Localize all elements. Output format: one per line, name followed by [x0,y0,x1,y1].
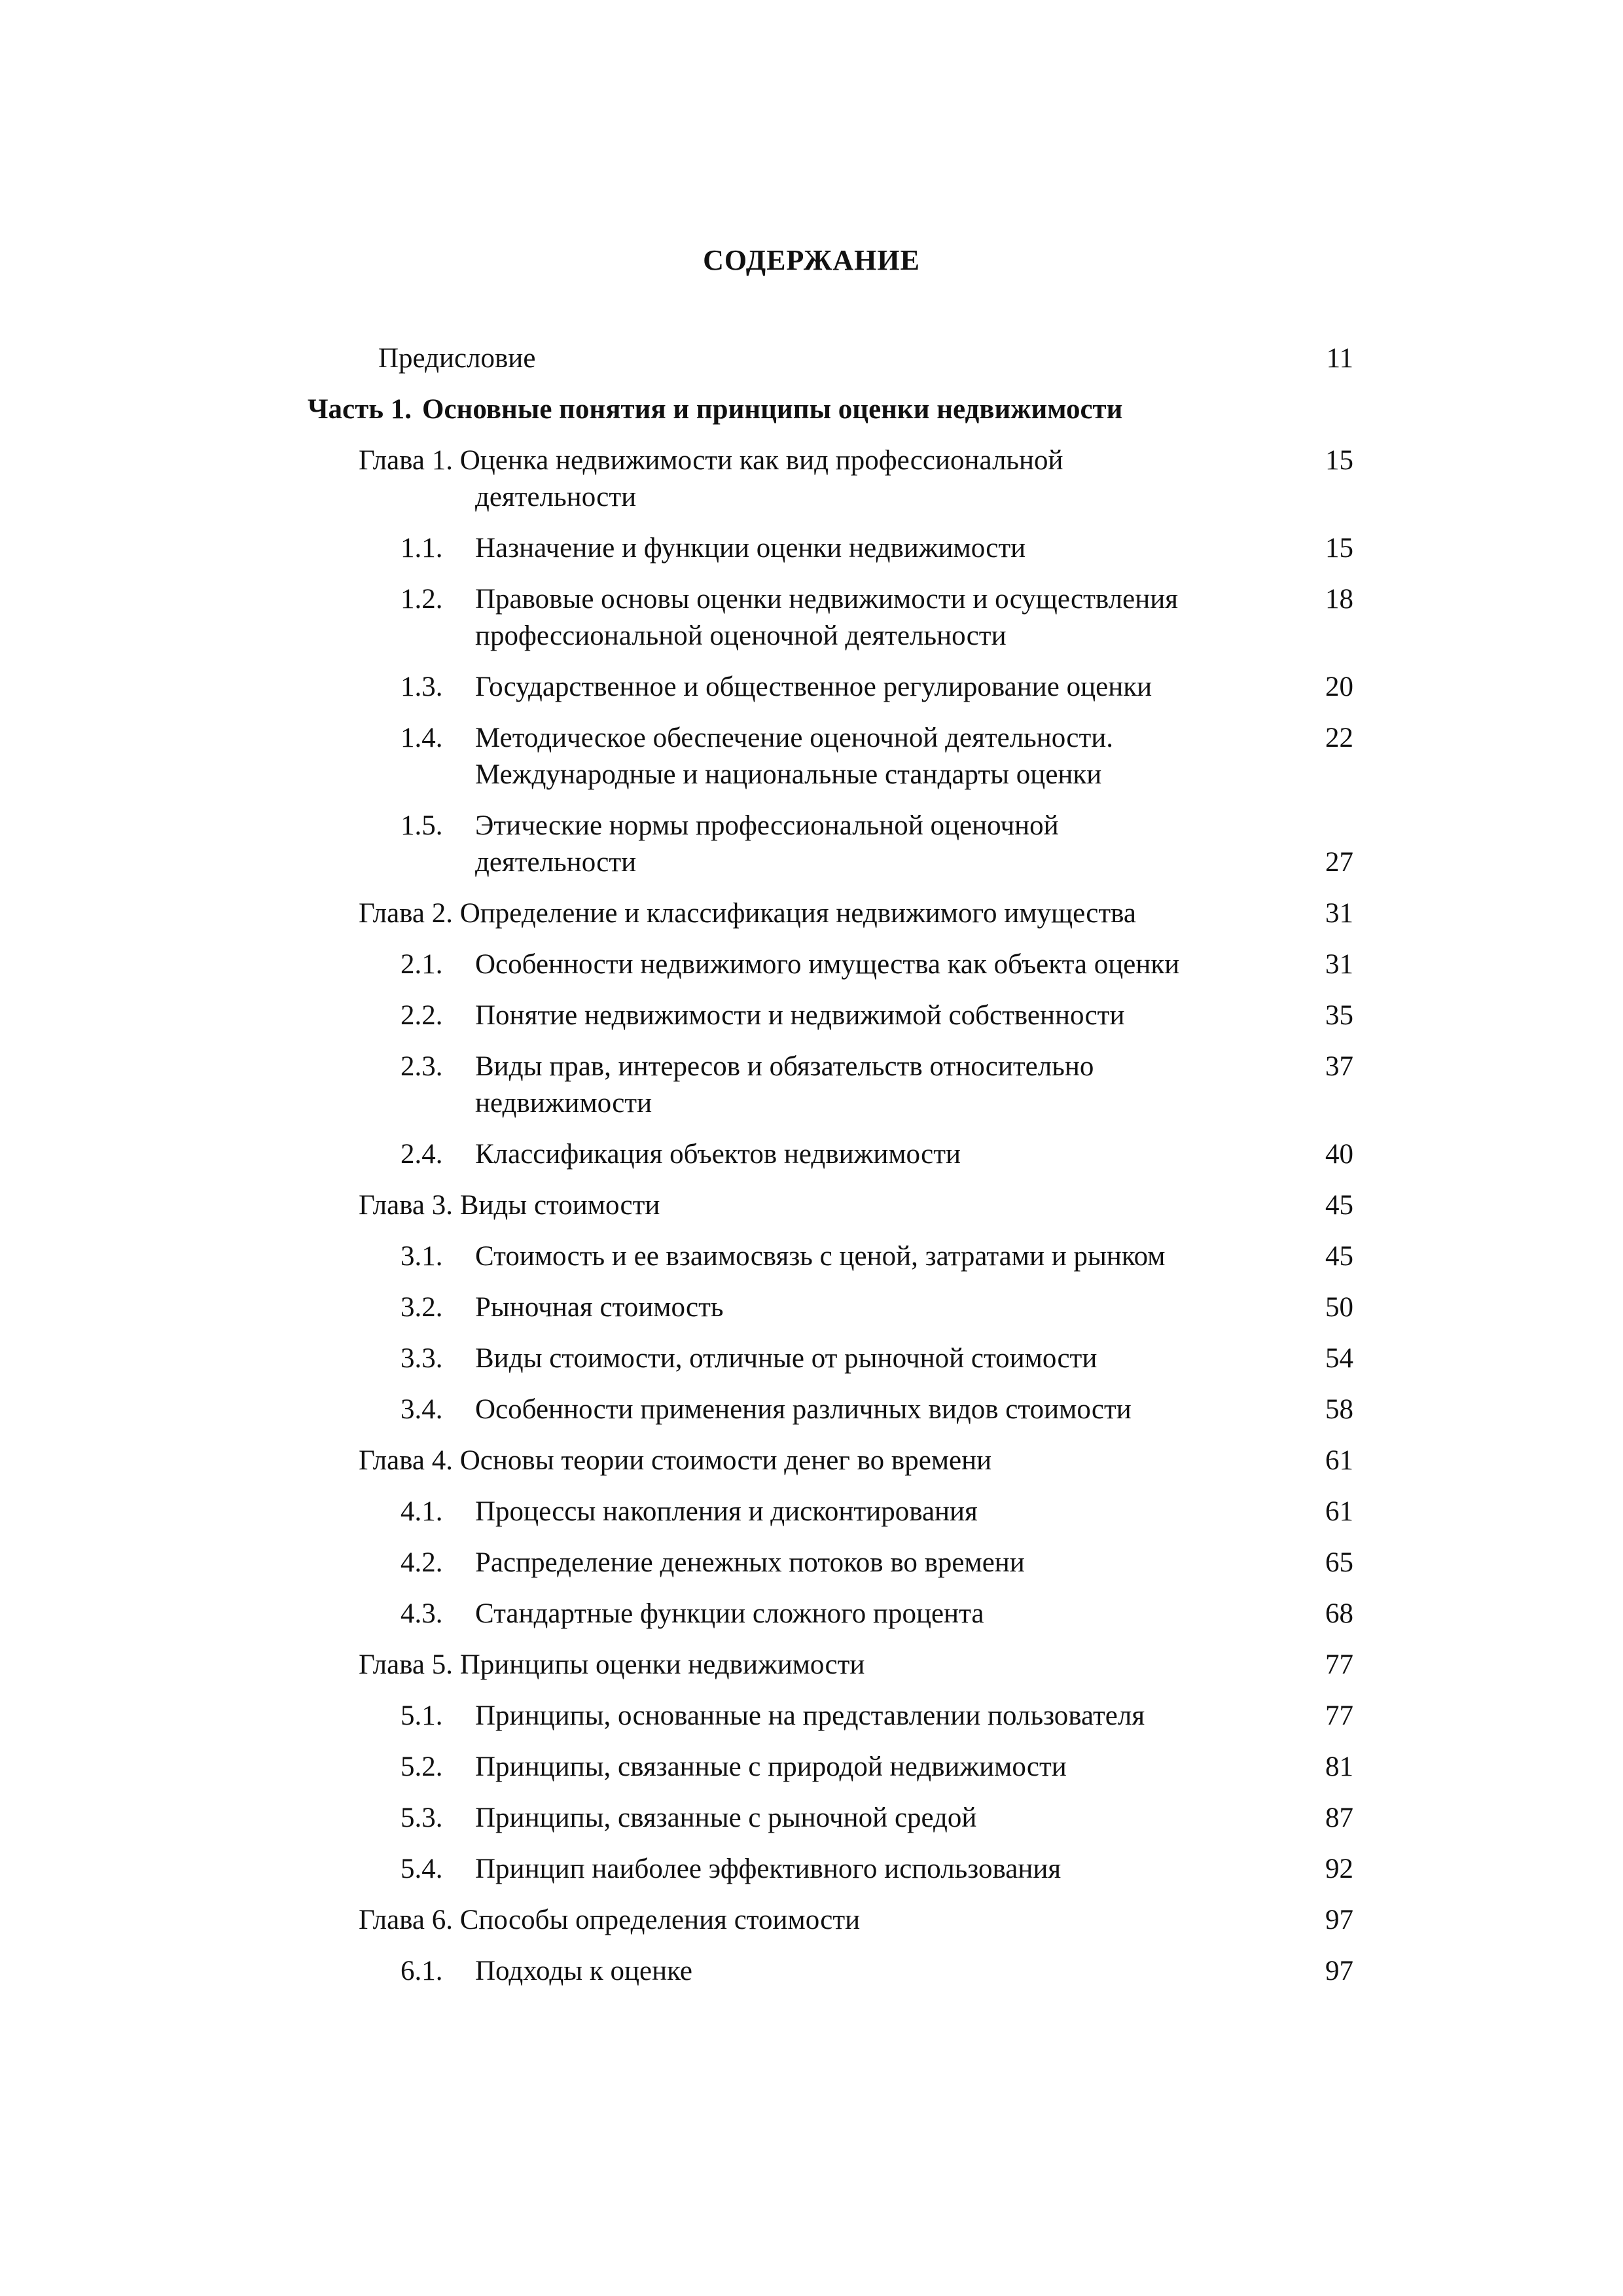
toc-chapter-6[interactable] [359,1902,1623,1939]
section-title-line1: Назначение и функции оценки недвижимости [475,533,1026,564]
section-page-number: 50 [1325,1292,1353,1323]
chapter-title-line1: Глава 3. Виды стоимости [359,1190,660,1221]
section-title-line1: Стандартные функции сложного процента [475,1598,984,1629]
toc-section-1-3[interactable] [0,669,1623,706]
section-number: 5.2. [401,1751,443,1782]
section-title-line1: Этические нормы профессиональной оценочной [475,810,1059,841]
section-title [475,1851,1260,1888]
section-page-number: 61 [1325,1496,1353,1527]
chapter-page-number: 45 [1325,1190,1353,1221]
section-page-number: 20 [1325,672,1353,702]
section-title-line2: Международные и национальные стандарты оценки [475,759,1102,790]
chapter-page-number: 97 [1325,1905,1353,1935]
section-title-line1: Виды стоимости, отличные от рыночной стоимости [475,1343,1097,1374]
chapter-title-line2: деятельности [475,482,637,512]
section-title [475,1494,1260,1530]
section-number: 3.3. [401,1343,443,1374]
section-page-number: 15 [1325,533,1353,564]
chapter-title-line1: Глава 2. Определение и классификация недвижимого имущества [359,898,1136,929]
toc-section-2-3[interactable] [0,1049,1623,1122]
chapter-page-number: 31 [1325,898,1353,929]
section-title-line1: Процессы накопления и дисконтирования [475,1496,978,1527]
chapter-title [359,1647,1275,1683]
section-page-number: 18 [1325,584,1353,615]
chapter-list [0,442,1623,1990]
toc-section-1-2[interactable] [0,581,1623,655]
section-number: 6.1. [401,1956,443,1986]
toc-section-5-2[interactable] [0,1749,1623,1785]
toc-entry-preface[interactable] [378,340,1623,377]
section-number: 4.2. [401,1547,443,1578]
chapter-title [359,1443,1275,1479]
chapter-title [359,1902,1275,1939]
section-title [475,1238,1260,1275]
section-number: 2.3. [401,1051,443,1082]
page-title: СОДЕРЖАНИЕ [703,244,920,276]
section-title [475,581,1260,655]
section-title [475,1953,1260,1990]
chapter-title [359,895,1275,932]
section-number: 1.1. [401,533,443,564]
section-number: 3.2. [401,1292,443,1323]
section-number: 1.2. [401,584,443,615]
section-title [475,1698,1260,1734]
section-number: 2.1. [401,949,443,980]
toc-section-5-4[interactable] [0,1851,1623,1888]
section-title-line1: Особенности недвижимого имущества как объекта оценки [475,949,1180,980]
toc-section-1-1[interactable] [0,530,1623,567]
toc-part-heading[interactable] [308,391,1623,428]
section-title-line1: Правовые основы оценки недвижимости и осуществления [475,584,1178,615]
toc-section-6-1[interactable] [0,1953,1623,1990]
section-title-line1: Подходы к оценке [475,1956,692,1986]
section-title [475,1340,1260,1377]
toc-chapter-4[interactable] [359,1443,1623,1479]
section-number: 5.1. [401,1700,443,1731]
chapter-title-line1: Глава 1. Оценка недвижимости как вид профессиональной [359,445,1063,476]
toc-section-5-1[interactable] [0,1698,1623,1734]
section-page-number: 22 [1325,723,1353,753]
section-number: 2.4. [401,1139,443,1170]
chapter-page-number: 61 [1325,1445,1353,1476]
toc-chapter-5[interactable] [359,1647,1623,1683]
section-page-number: 31 [1325,949,1353,980]
section-title [475,1800,1260,1837]
section-title [475,1749,1260,1785]
section-title [475,1289,1260,1326]
section-page-number: 68 [1325,1598,1353,1629]
chapter-title-line1: Глава 6. Способы определения стоимости [359,1905,861,1935]
section-page-number: 92 [1325,1854,1353,1884]
section-title [475,1049,1260,1122]
part-title: Основные понятия и принципы оценки недвижимости [422,394,1123,425]
section-title-line1: Принципы, связанные с рыночной средой [475,1803,977,1833]
section-page-number: 27 [1325,847,1353,878]
section-title-line2: деятельности [475,847,637,878]
toc-section-3-1[interactable] [0,1238,1623,1275]
section-title [475,669,1260,706]
chapter-title-line1: Глава 4. Основы теории стоимости денег во времени [359,1445,992,1476]
toc-section-1-5[interactable] [0,808,1623,881]
section-number: 1.4. [401,723,443,753]
section-page-number: 97 [1325,1956,1353,1986]
chapter-title [359,1187,1275,1224]
section-page-number: 58 [1325,1394,1353,1425]
section-page-number: 54 [1325,1343,1353,1374]
section-title-line1: Государственное и общественное регулирование оценки [475,672,1152,702]
section-title [475,1545,1260,1581]
chapter-page-number: 77 [1325,1649,1353,1680]
section-title [475,720,1260,793]
section-title-line1: Рыночная стоимость [475,1292,724,1323]
section-title-line1: Классификация объектов недвижимости [475,1139,961,1170]
toc-chapter-3[interactable] [359,1187,1623,1224]
toc-section-4-3[interactable] [0,1596,1623,1632]
toc-section-4-2[interactable] [0,1545,1623,1581]
section-title [475,1136,1260,1173]
section-title-line1: Понятие недвижимости и недвижимой собственности [475,1000,1125,1031]
section-title [475,1596,1260,1632]
section-title [475,1391,1260,1428]
chapter-title-line1: Глава 5. Принципы оценки недвижимости [359,1649,865,1680]
preface-page-number: 11 [1326,343,1353,374]
section-number: 2.2. [401,1000,443,1031]
section-page-number: 81 [1325,1751,1353,1782]
section-number: 5.4. [401,1854,443,1884]
toc-chapter-1[interactable] [359,442,1623,516]
section-title-line2: недвижимости [475,1088,652,1119]
section-number: 3.4. [401,1394,443,1425]
section-page-number: 87 [1325,1803,1353,1833]
part-number: Часть 1. [308,394,412,425]
section-number: 1.5. [401,810,443,841]
section-title-line2: профессиональной оценочной деятельности [475,620,1007,651]
section-title [475,530,1260,567]
section-number: 4.1. [401,1496,443,1527]
section-title [475,946,1260,983]
section-number: 3.1. [401,1241,443,1272]
toc-section-2-1[interactable] [0,946,1623,983]
section-number: 5.3. [401,1803,443,1833]
toc-chapter-2[interactable] [359,895,1623,932]
section-title-line1: Стоимость и ее взаимосвязь с ценой, затратами и рынком [475,1241,1166,1272]
table-of-contents [0,340,1623,2004]
toc-section-3-4[interactable] [0,1391,1623,1428]
preface-label: Предисловие [378,343,536,374]
section-title [475,997,1260,1034]
section-title-line1: Особенности применения различных видов стоимости [475,1394,1132,1425]
toc-section-4-1[interactable] [0,1494,1623,1530]
toc-section-1-4[interactable] [0,720,1623,793]
section-number: 4.3. [401,1598,443,1629]
section-title-line1: Принципы, связанные с природой недвижимости [475,1751,1067,1782]
toc-section-2-4[interactable] [0,1136,1623,1173]
section-page-number: 40 [1325,1139,1353,1170]
toc-section-3-2[interactable] [0,1289,1623,1326]
chapter-page-number: 15 [1325,445,1353,476]
section-page-number: 77 [1325,1700,1353,1731]
toc-section-3-3[interactable] [0,1340,1623,1377]
section-title-line1: Распределение денежных потоков во времени [475,1547,1025,1578]
section-page-number: 35 [1325,1000,1353,1031]
section-page-number: 65 [1325,1547,1353,1578]
section-number: 1.3. [401,672,443,702]
section-title-line1: Виды прав, интересов и обязательств относительно [475,1051,1094,1082]
section-page-number: 45 [1325,1241,1353,1272]
chapter-title [359,442,1275,516]
section-page-number: 37 [1325,1051,1353,1082]
toc-section-2-2[interactable] [0,997,1623,1034]
toc-section-5-3[interactable] [0,1800,1623,1837]
section-title-line1: Принципы, основанные на представлении пользователя [475,1700,1145,1731]
section-title-line1: Методическое обеспечение оценочной деятельности. [475,723,1114,753]
section-title-line1: Принцип наиболее эффективного использования [475,1854,1061,1884]
section-title [475,808,1260,881]
